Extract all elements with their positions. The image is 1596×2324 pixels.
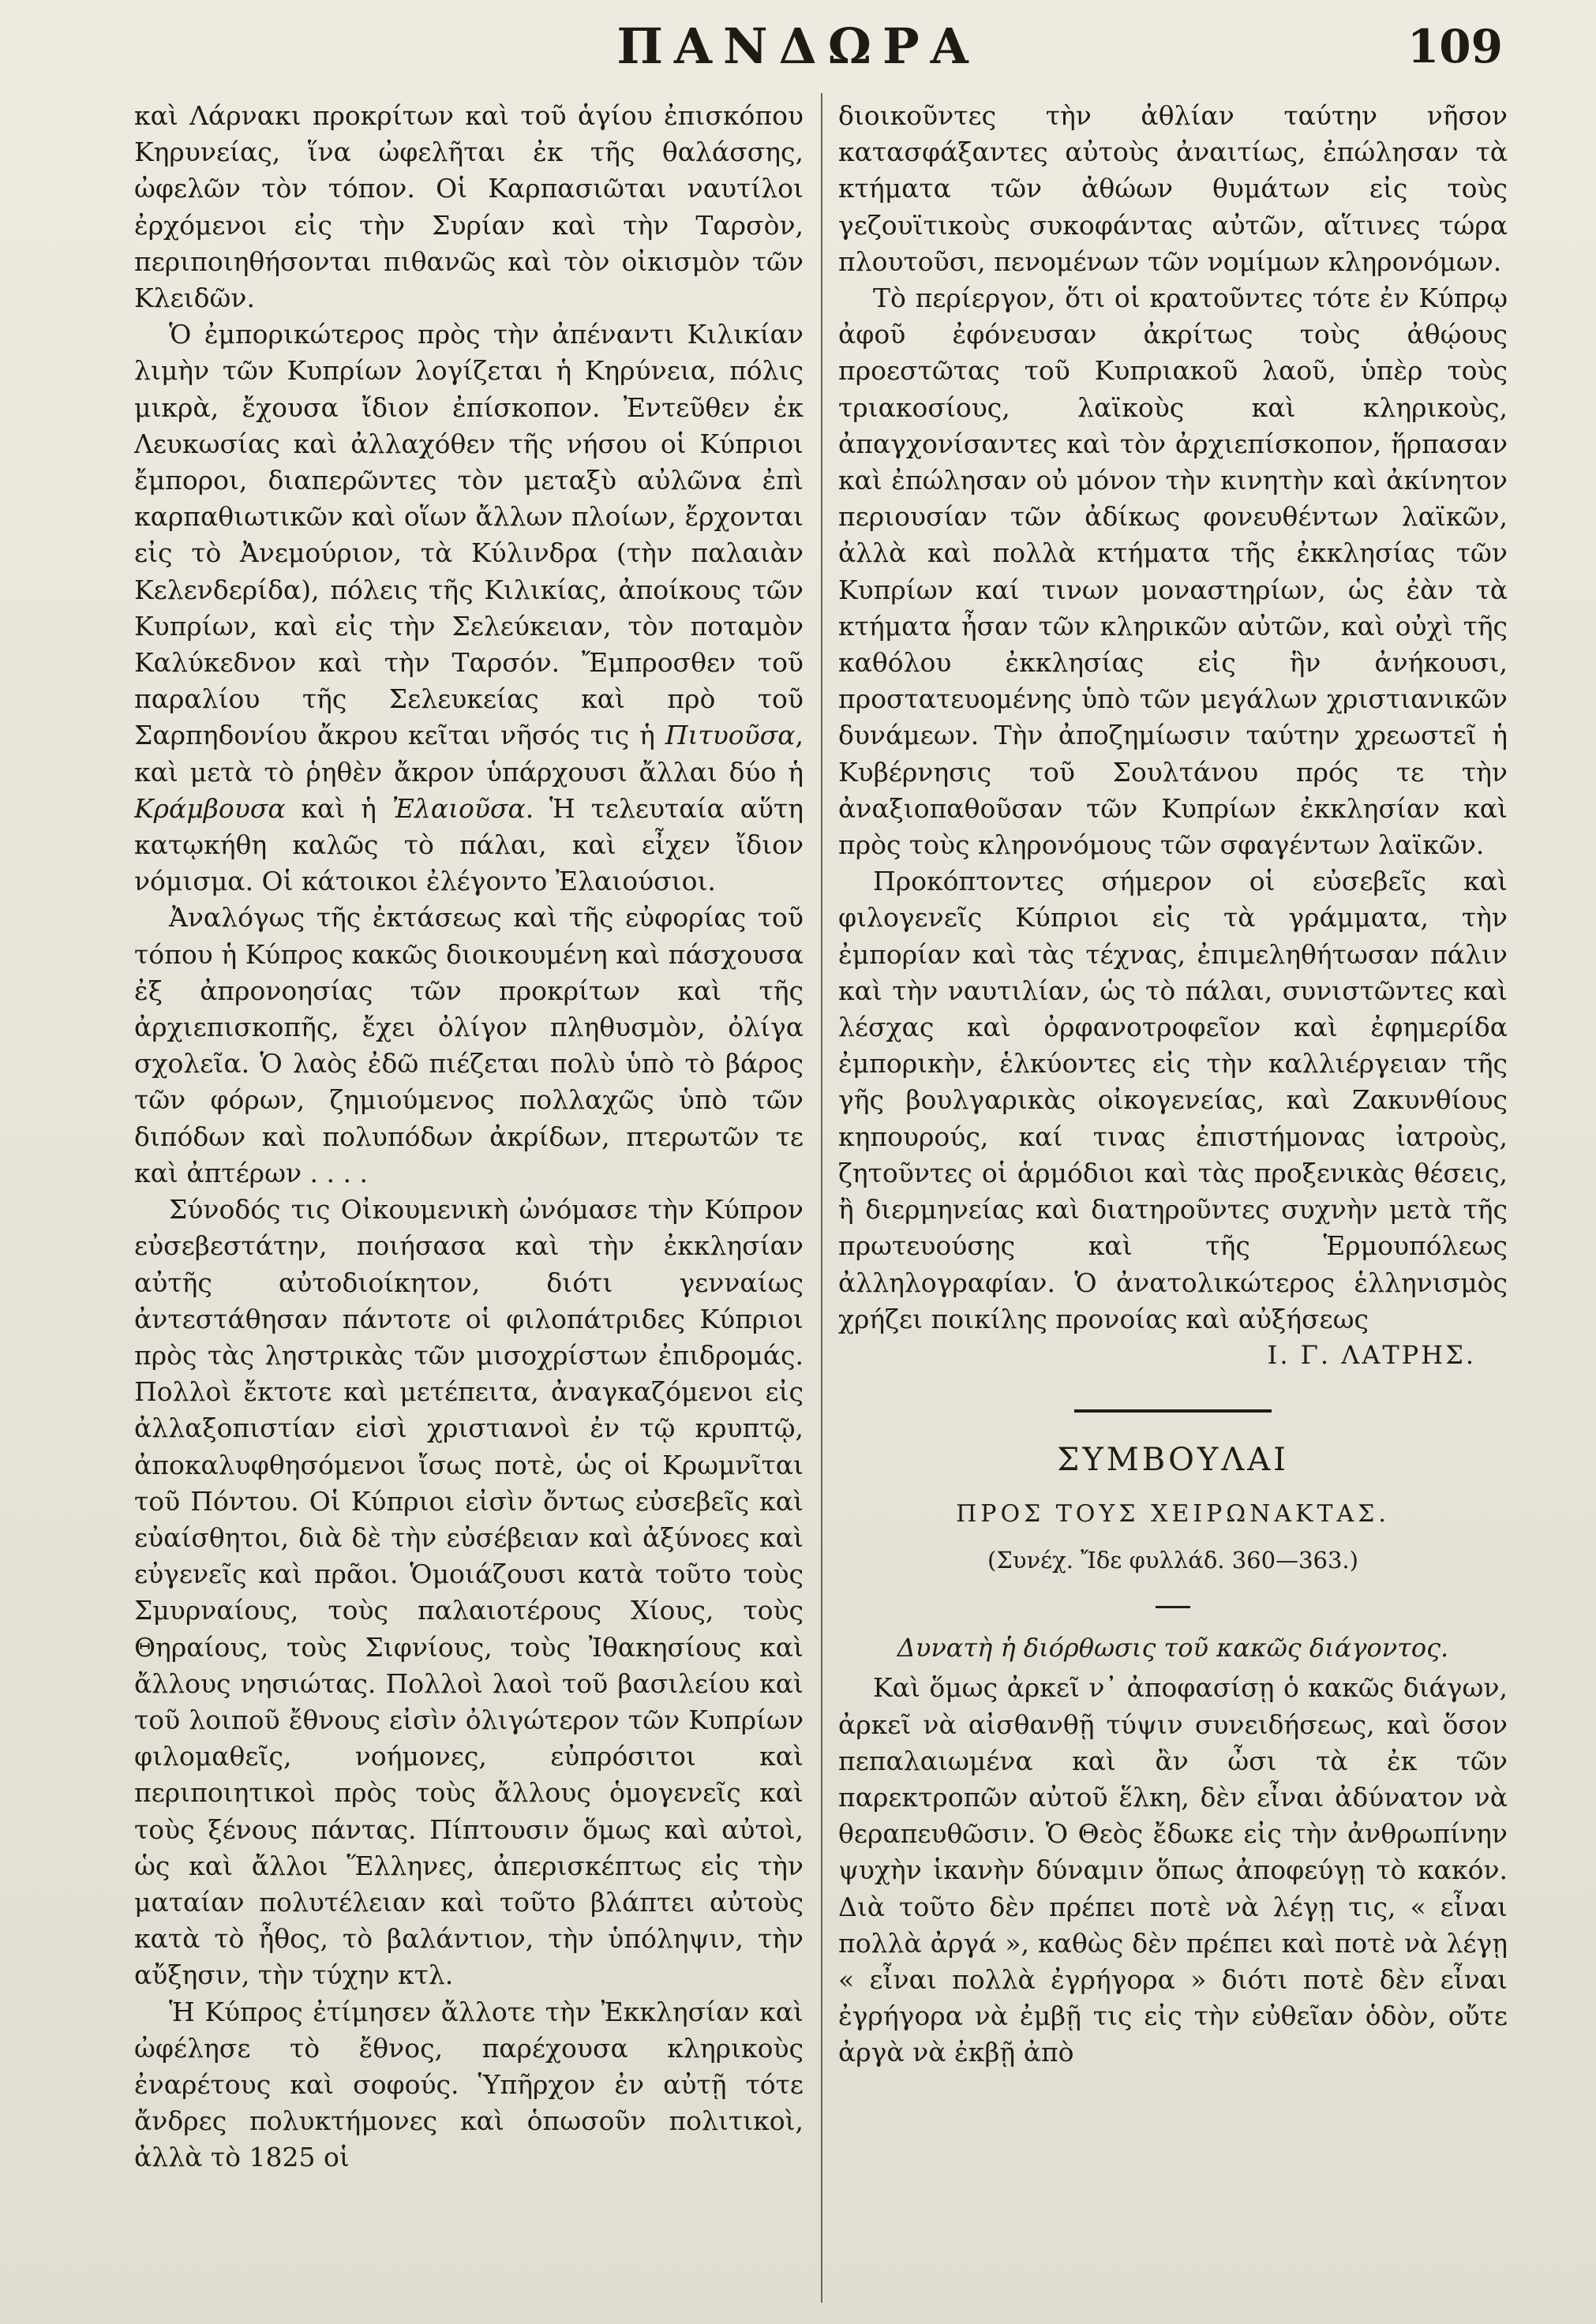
island-name: Πιτυοῦσα [665,720,796,751]
section-reference: (Συνέχ. Ἴδε φυλλάδ. 360—363.) [987,1546,1358,1574]
island-name: Ἐλαιοῦσα [392,792,526,824]
paragraph: Καὶ ὅμως ἀρκεῖ ν᾽ ἀποφασίσῃ ὁ κακῶς διάγων, ἀρκεῖ νὰ αἰσθανθῇ τύψιν συνειδήσεως, καὶ ὅσον πεπαλαιωμένα καὶ ἂν ὦσι τὰ ἐκ τῶν παρεκτροπῶν αὐτοῦ ἕλκη, δὲν εἶναι ἀδύνατον νὰ θεραπευθῶσιν. Ὁ Θεὸς ἔδωκε εἰς τὴν ἀνθρωπίνην ψυχὴν ἱκανὴν δύναμιν ὅπως ἀποφεύγῃ τὸ κακόν. Διὰ τοῦτο δὲν πρέπει ποτὲ νὰ λέγῃ τις, « εἶναι πολλὰ ἀργά », καθὼς δὲν πρέπει καὶ ποτὲ νὰ λέγῃ « εἶναι πολλὰ ἐγρήγορα » διότι ποτὲ δὲν εἶναι ἐγρήγορα νὰ ἐμβῇ τις εἰς τὴν εὐθεῖαν ὁδὸν, οὔτε ἀργὰ νὰ ἐκβῇ ἀπὸ [838,1672,1508,2068]
short-divider [1156,1606,1190,1608]
author-signature: Ι. Γ. ΛΑΤΡΗΣ. [1267,1339,1476,1370]
paragraph-text: , καὶ μετὰ τὸ ῥηθὲν ἄκρον ὑπάρχουσι ἄλλαι δύο ἡ [134,720,804,788]
paragraph: Ἡ Κύπρος ἐτίμησεν ἄλλοτε τὴν Ἐκκλησίαν καὶ ὠφέλησε τὸ ἔθνος, παρέχουσα κληρικοὺς ἐναρέτους καὶ σοφούς. Ὑπῆρχον ἐν αὐτῇ τότε ἄνδρες πολυκτήμονες καὶ ὁπωσοῦν πολιτικοὶ, ἀλλὰ τὸ 1825 οἱ [134,1996,804,2173]
paragraph-text: Ὁ ἐμπορικώτερος πρὸς τὴν ἀπέναντι Κιλικίαν λιμὴν τῶν Κυπρίων λογίζεται ἡ Κηρύνεια, πόλις μικρὰ, ἔχουσα ἴδιον ἐπίσκοπον. Ἐντεῦθεν ἐκ Λευκωσίας καὶ ἀλλαχόθεν τῆς νήσου οἱ Κύπριοι ἔμποροι, διαπερῶντες τὸν μεταξὺ αὐλῶνα ἐπὶ καρπαθιωτικῶν καὶ οἵων ἄλλων πλοίων, ἔρχονται εἰς τὸ Ἀνεμούριον, τὰ Κύλινδρα (τὴν παλαιὰν Κελενδερίδα), πόλεις τῆς Κιλικίας, ἀποίκους τῶν Κυπρίων, καὶ εἰς τὴν Σελεύκειαν, τὸν ποταμὸν Καλύκεδνον καὶ τὴν Ταρσόν. Ἔμπροσθεν τοῦ παραλίου τῆς Σελευκείας καὶ πρὸ τοῦ Σαρπηδονίου ἄκρου κεῖται νῆσός τις ἡ [134,319,804,751]
page-title: ΠΑΝΔΩΡΑ [616,17,980,75]
paragraph: διοικοῦντες τὴν ἀθλίαν ταύτην νῆσον κατασφάξαντες αὐτοὺς ἀναιτίως, ἐπώλησαν τὰ κτήματα τῶν ἀθώων θυμάτων εἰς τοὺς γεζουϊτικοὺς συκοφάντας αὐτῶν, αἵτινες τώρα πλουτοῦσι, πενομένων τῶν νομίμων κληρονόμων. [838,100,1508,277]
right-column [838,98,1508,2307]
left-column [134,98,804,2307]
paragraph-text: . Ἡ τελευταία αὕτη κατῳκήθη καλῶς τὸ πάλαι, καὶ εἶχεν ἴδιον νόμισμα. Οἱ κάτοικοι ἐλέγοντο Ἐλαιούσιοι. [134,792,804,897]
paragraph: Σύνοδός τις Οἰκουμενικὴ ὠνόμασε τὴν Κύπρον εὐσεβεστάτην, ποιήσασα καὶ τὴν ἐκκλησίαν αὐτῆς αὐτοδιοίκητον, διότι γενναίως ἀντεστάθησαν πάντοτε οἱ φιλοπάτριδες Κύπριοι πρὸς τὰς ληστρικὰς τῶν μισοχρίστων ἐπιδρομάς. Πολλοὶ ἔκτοτε καὶ μετέπειτα, ἀναγκαζόμενοι εἰς ἀλλαξοπιστίαν εἰσὶ χριστιανοὶ ἐν τῷ κρυπτῷ, ἀποκαλυφθησόμενοι ἴσως ποτὲ, ὡς οἱ Κρωμνῖται τοῦ Πόντου. Οἱ Κύπριοι εἰσὶν ὄντως εὐσεβεῖς καὶ εὐαίσθητοι, διὰ δὲ τὴν εὐσέβειαν καὶ ἀξύνοες καὶ εὐγενεῖς καὶ πρᾶοι. Ὁμοιάζουσι κατὰ τοῦτο τοὺς Σμυρναίους, τοὺς παλαιοτέρους Χίους, τοὺς Θηραίους, τοὺς Σιφνίους, τοὺς Ἰθακησίους καὶ ἄλλους νησιώτας. Πολλοὶ λαοὶ τοῦ βασιλείου καὶ τοῦ λοιποῦ ἔθνους εἰσὶν ὀλιγώτερον τῶν Κυπρίων φιλομαθεῖς, νοήμονες, εὐπρόσιτοι καὶ περιποιητικοὶ πρὸς τοὺς ἄλλους ὁμογενεῖς καὶ τοὺς ξένους πάντας. Πίπτουσιν ὅμως καὶ αὐτοὶ, ὡς καὶ ἄλλοι Ἕλληνες, ἀπερισκέπτως εἰς τὴν ματαίαν πολυτέλειαν καὶ τοῦτο βλάπτει αὐτοὺς κατὰ τὸ ἦθος, τὸ βαλάντιον, τὴν ὑπόληψιν, τὴν αὔξησιν, τὴν τύχην κτλ. [134,1194,804,1991]
paragraph [134,316,804,900]
island-name: Κράμβουσα [134,792,286,824]
article-subheading: Δυνατὴ ἡ διόρθωσις τοῦ κακῶς διάγοντος. [897,1632,1449,1663]
page-number: 109 [1407,20,1503,73]
column-divider [821,93,822,2303]
paragraph: καὶ Λάρνακι προκρίτων καὶ τοῦ ἁγίου ἐπισκόπου Κηρυνείας, ἵνα ὠφελῆται ἐκ τῆς θαλάσσης, ὠφελῶν τὸν τόπον. Οἱ Καρπασιῶται ναυτίλοι ἐρχόμενοι εἰς τὴν Συρίαν καὶ τὴν Ταρσὸν, περιποιηθήσονται πιθανῶς καὶ τὸν οἰκισμὸν τῶν Κλειδῶν. [134,100,804,314]
section-subtitle: ΠΡΟΣ ΤΟΥΣ ΧΕΙΡΩΝΑΚΤΑΣ. [956,1499,1390,1528]
paragraph: Προκόπτοντες σήμερον οἱ εὐσεβεῖς καὶ φιλογενεῖς Κύπριοι εἰς τὰ γράμματα, τὴν ἐμπορίαν καὶ τὰς τέχνας, ἐπιμεληθήτωσαν πάλιν καὶ τὴν ναυτιλίαν, ὡς τὸ πάλαι, συνιστῶντες καὶ λέσχας καὶ ὀρφανοτροφεῖον καὶ ἐφημερίδα ἐμπορικὴν, ἑλκύοντες εἰς τὴν καλλιέργειαν τῆς γῆς βουλγαρικὰς οἰκογενείας, καὶ Ζακυνθίους κηπουρούς, καί τινας ἐπιστήμονας ἰατροὺς, ζητοῦντες οἱ ἁρμόδιοι καὶ τὰς προξενικὰς θέσεις, ἢ διερμηνείας καὶ διατηροῦντες συχνὴν μετὰ τῆς πρωτευούσης καὶ τῆς Ἑρμουπόλεως ἀλληλογραφίαν. Ὁ ἀνατολικώτερος ἑλληνισμὸς χρήζει ποικίλης προνοίας καὶ αὐξήσεως [838,866,1508,1334]
section-divider [1074,1409,1272,1413]
paragraph: Τὸ περίεργον, ὅτι οἱ κρατοῦντες τότε ἐν Κύπρῳ ἀφοῦ ἐφόνευσαν ἀκρίτως τοὺς ἀθῴους προεστῶτας τοῦ Κυπριακοῦ λαοῦ, ὑπὲρ τοὺς τριακοσίους, λαϊκοὺς καὶ κληρικοὺς, ἀπαγχονίσαντες καὶ τὸν ἀρχιεπίσκοπον, ἥρπασαν καὶ ἐπώλησαν οὐ μόνον τὴν κινητὴν καὶ ἀκίνητον περιουσίαν τῶν ἀδίκως φονευθέντων λαϊκῶν, ἀλλὰ καὶ πολλὰ κτήματα τῆς ἐκκλησίας τῶν Κυπρίων καί τινων μοναστηρίων, ὡς ἐὰν τὰ κτήματα ἦσαν τῶν κληρικῶν αὐτῶν, καὶ οὐχὶ τῆς καθόλου ἐκκλησίας εἰς ἣν ἀνήκουσι, προστατευομένης ὑπὸ τῶν μεγάλων χριστιανικῶν δυνάμεων. Τὴν ἀποζημίωσιν ταύτην χρεωστεῖ ἡ Κυβέρνησις τοῦ Σουλτάνου πρός τε τὴν ἀναξιοπαθοῦσαν τῶν Κυπρίων ἐκκλησίαν καὶ πρὸς τοὺς κληρονόμους τῶν σφαγέντων λαϊκῶν. [838,283,1508,861]
section-title: ΣΥΜΒΟΥΛΑΙ [1057,1441,1289,1478]
paragraph-text: καὶ ἡ [285,792,377,824]
paragraph: Ἀναλόγως τῆς ἐκτάσεως καὶ τῆς εὐφορίας τοῦ τόπου ἡ Κύπρος κακῶς διοικουμένη καὶ πάσχουσα ἐξ ἀπρονοησίας τῶν προκρίτων καὶ τῆς ἀρχιεπισκοπῆς, ἔχει ὀλίγον πληθυσμὸν, ὀλίγα σχολεῖα. Ὁ λαὸς ἐδῶ πιέζεται πολὺ ὑπὸ τὸ βάρος τῶν φόρων, ζημιούμενος πολλαχῶς ὑπὸ τῶν διπόδων καὶ πολυπόδων ἀκρίδων, πτερωτῶν τε καὶ ἀπτέρων . . . . [134,902,804,1188]
